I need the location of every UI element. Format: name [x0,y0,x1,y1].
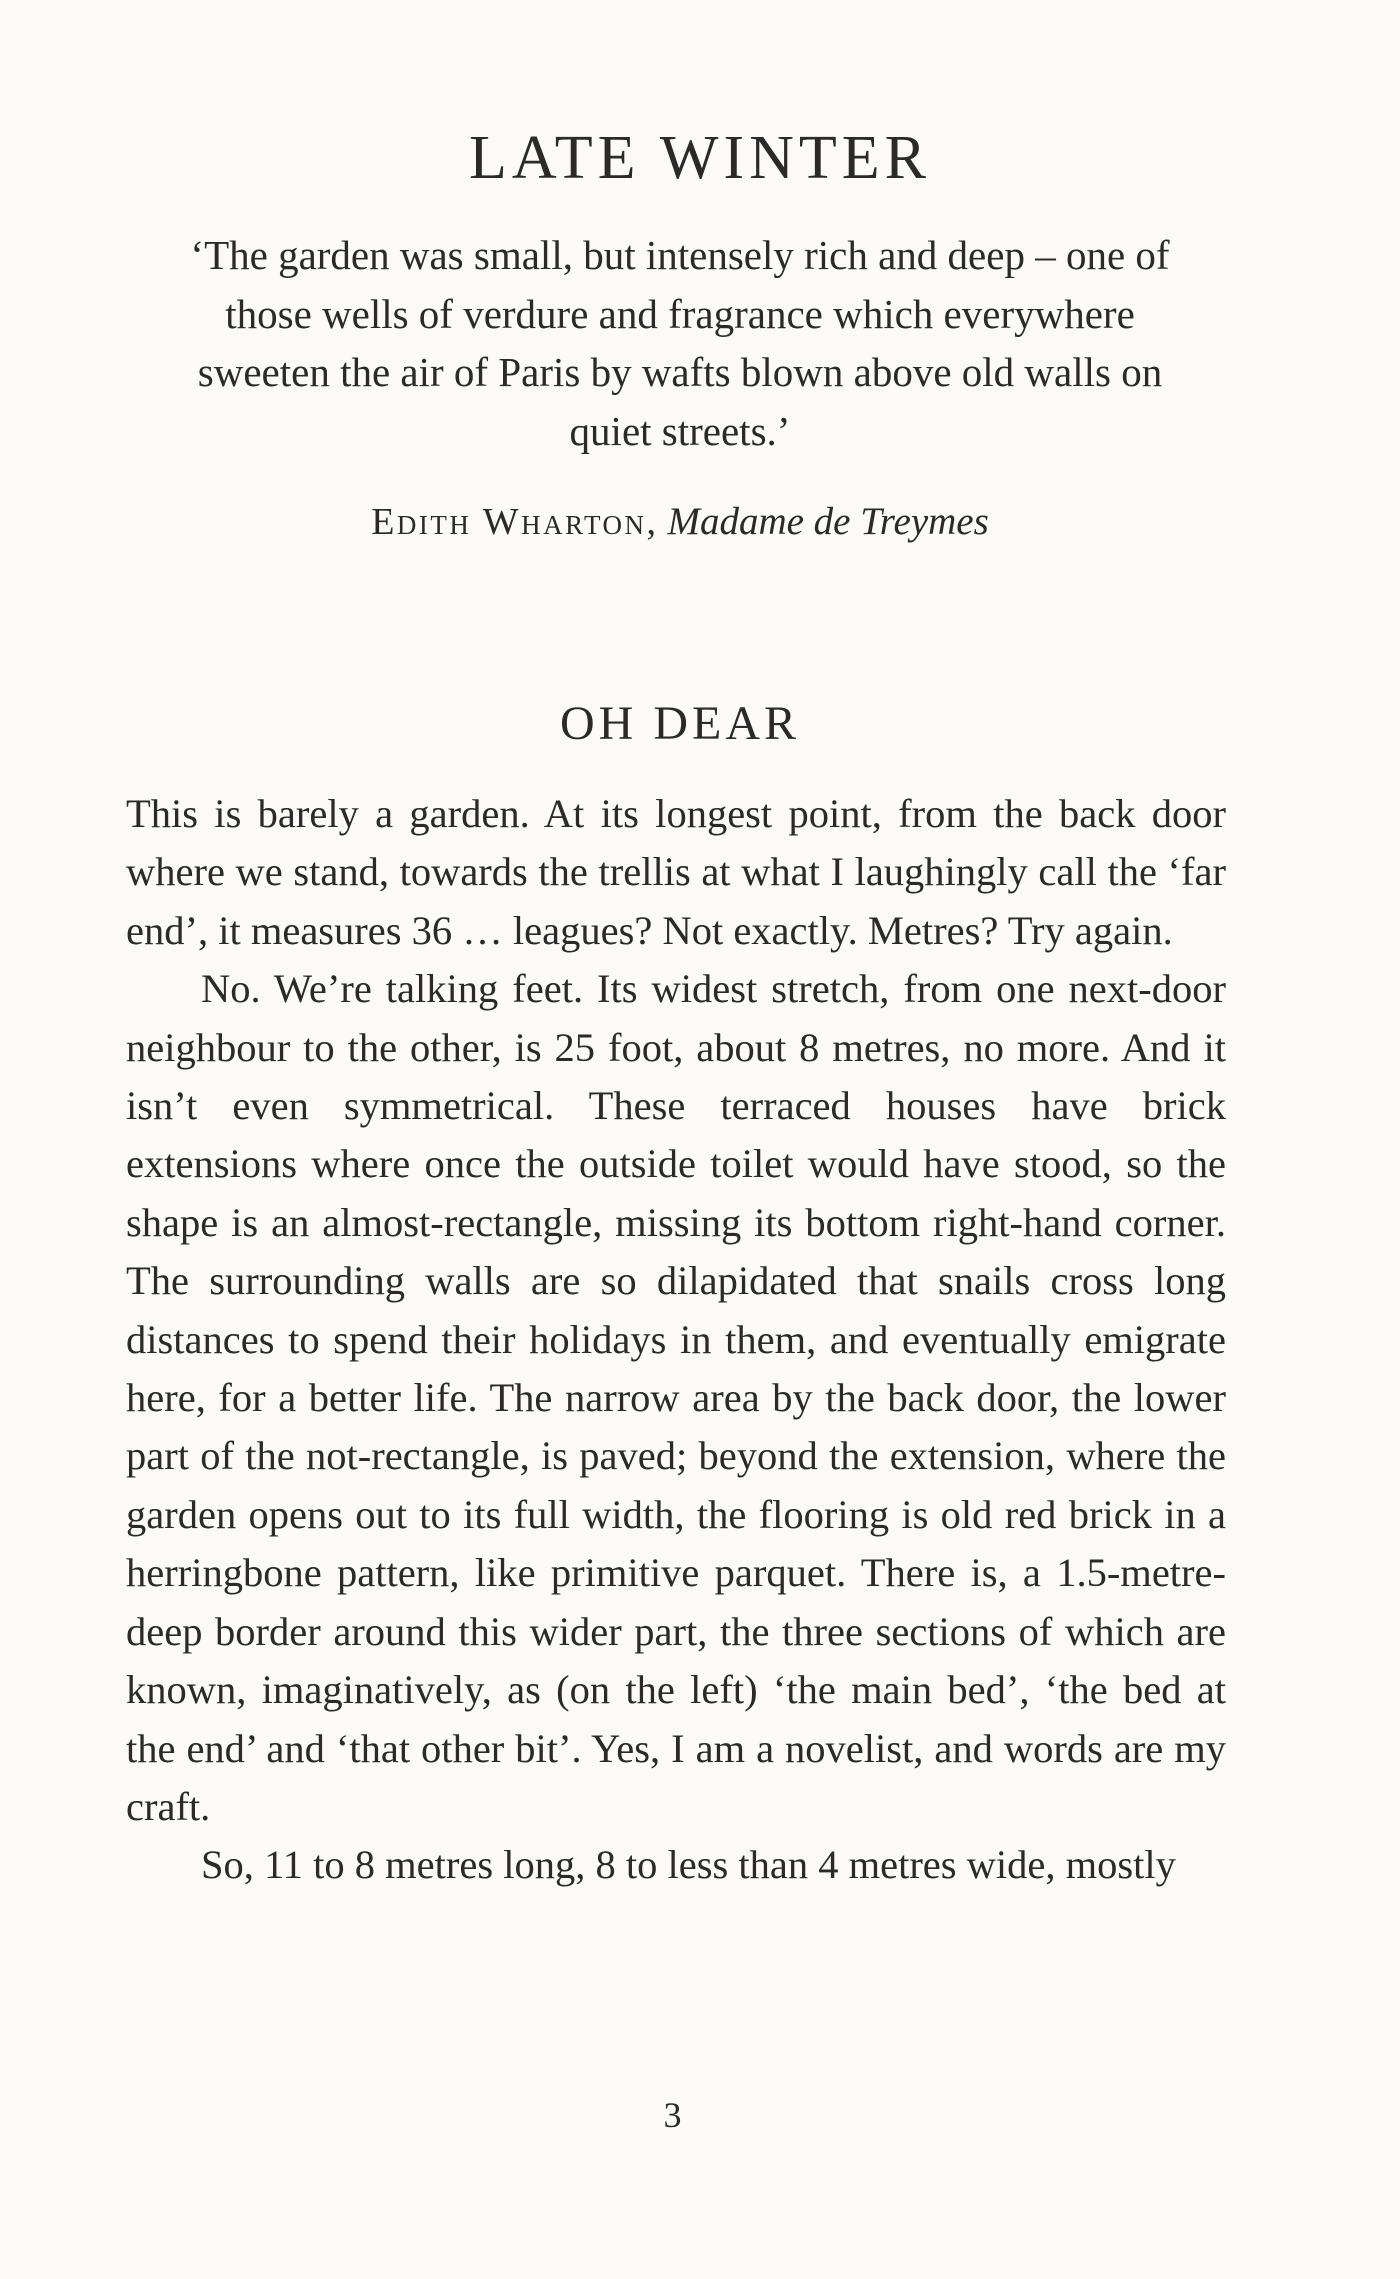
chapter-title: LATE WINTER [469,124,931,192]
paragraph: This is barely a garden. At its longest point, from the back door where we stand, towards the trellis at what I laughingly call the ‘far end’, it measures 36 … leagues? Not exactly. Metres? Try again. [126,791,1226,953]
body-text [126,785,1226,1895]
epigraph-attribution [0,494,1360,550]
epigraph-quote: ‘The garden was small, but intensely rich and deep – one of those wells of verdure and fragrance which everywhere sweeten the air of Paris by wafts blown above old walls on quiet streets.’ [190,232,1170,454]
section-title: OH DEAR [560,697,800,750]
paragraph: So, 11 to 8 metres long, 8 to less than 4 metres wide, mostly [201,1842,1176,1888]
epigraph-author: Edith Wharton, [371,501,659,543]
epigraph-work-title: Madame de Treymes [667,500,989,543]
page-number: 3 [663,2095,682,2135]
paragraph: No. We’re talking feet. Its widest stretch, from one next-door neighbour to the other, is 25 foot, about 8 metres, no more. And it isn’t even symmetrical. These terraced houses have brick extensions where once the outside toilet would have stood, so the shape is an almost-rectangle, missing its bottom right-hand corner. The surrounding walls are so dilapidated that snails cross long distances to spend their holidays in them, and eventually emigrate here, for a better life. The narrow area by the back door, the lower part of the not-rectangle, is paved; beyond the extension, where the garden opens out to its full width, the flooring is old red brick in a herringbone pattern, like primitive parquet. There is, a 1.5-metre-deep border around this wider part, the three sections of which are known, imaginatively, as (on the left) ‘the main bed’, ‘the bed at the end’ and ‘that other bit’. Yes, I am a novelist, and words are my craft. [126,966,1226,1829]
